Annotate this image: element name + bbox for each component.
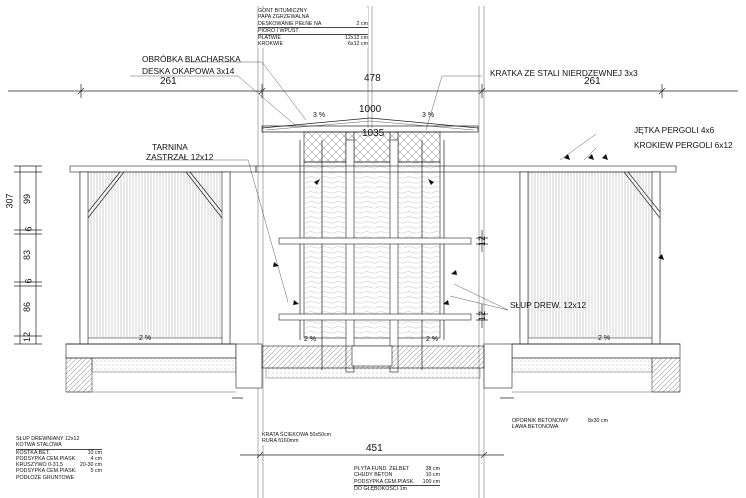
legend-value: 100 cm bbox=[422, 478, 440, 485]
legend-label: PIÓRO I WPUST bbox=[258, 27, 299, 34]
legend-label: GONT BITUMICZNY bbox=[258, 8, 308, 14]
legend-label: KRUSZYWO 0-31,5 bbox=[16, 462, 64, 469]
dim-right: 261 bbox=[584, 76, 601, 87]
slope-right: 2 % bbox=[598, 335, 611, 342]
legend-label: PODSYPKA CEM.PIASK. bbox=[354, 478, 415, 485]
dim-left: 261 bbox=[160, 76, 177, 87]
legend-label: PODSYPKA CEM.PIASK. bbox=[16, 468, 77, 475]
legend-value: 12x12 cm bbox=[345, 35, 368, 42]
legend-value bbox=[436, 486, 440, 492]
legend-label: OPORNIK BETONOWY bbox=[512, 418, 569, 424]
legend-label: PŁATWIE bbox=[258, 35, 281, 42]
legend-value: 10 cm bbox=[87, 449, 102, 456]
dim-bottom: 451 bbox=[366, 443, 383, 454]
dim-roof2: 1035 bbox=[362, 128, 385, 139]
legend-label: KOTWA STALOWA bbox=[16, 442, 62, 449]
dim-height-total: 307 bbox=[4, 193, 15, 209]
legend-row bbox=[258, 41, 368, 47]
legend-label: DO GŁĘBOKOŚCI 1m bbox=[354, 485, 407, 492]
label-zastrzal: ZASTRZAŁ 12x12 bbox=[146, 152, 214, 162]
legend-label: SŁUP DREWNIANY 12x12 bbox=[16, 436, 80, 442]
dim-v2: 6 bbox=[23, 226, 34, 232]
dim-v3: 83 bbox=[22, 249, 33, 261]
legend-value: 38 cm bbox=[425, 466, 440, 472]
dim-right12b: 12 bbox=[477, 310, 488, 322]
legend-value bbox=[364, 28, 368, 34]
ground-section bbox=[66, 344, 680, 398]
legend-value: 4 cm bbox=[90, 455, 102, 462]
legend-label: PAPA ZGRZEWALNA bbox=[258, 14, 310, 21]
top-material-legend bbox=[258, 8, 368, 48]
legend-value: 20-30 cm bbox=[79, 462, 102, 469]
dim-roof: 1000 bbox=[359, 104, 382, 115]
opornik-legend bbox=[512, 418, 608, 431]
slope-roof-left: 3 % bbox=[313, 112, 326, 119]
legend-label: KOSTKA BET. bbox=[16, 449, 50, 456]
dim-v1: 99 bbox=[22, 193, 33, 205]
legend-label: KRATA ŚCIEKOWA 50x50cm bbox=[262, 432, 332, 438]
legend-label: PODŁOŻE GRUNTOWE bbox=[16, 474, 75, 481]
dim-center: 478 bbox=[364, 73, 381, 84]
legend-label: KROKWIE bbox=[258, 41, 284, 48]
dim-v5: 86 bbox=[22, 301, 33, 313]
label-jetka: JĘTKA PERGOLI 4x6 bbox=[634, 125, 715, 135]
legend-row bbox=[258, 27, 368, 34]
legend-value: 6x12 cm bbox=[347, 41, 368, 48]
label-tarnina: TARNINA bbox=[152, 142, 188, 152]
krata-legend bbox=[262, 432, 348, 445]
legend-row bbox=[512, 424, 608, 430]
legend-value bbox=[98, 442, 102, 448]
label-kratka: KRATKA ZE STALI NIERDZEWNEJ 3x3 bbox=[490, 68, 638, 78]
legend-value: 10 cm bbox=[425, 472, 440, 479]
bottom-center-legend bbox=[354, 466, 440, 492]
bottom-left-legend bbox=[16, 436, 102, 481]
legend-row bbox=[258, 34, 368, 41]
pergola-left bbox=[70, 166, 256, 344]
label-obrobka: OBRÓBKA BLACHARSKA bbox=[142, 54, 241, 64]
legend-value: 2 cm bbox=[356, 20, 368, 27]
label-krokiew: KROKIEW PERGOLI 6x12 bbox=[634, 140, 733, 150]
dim-right12a: 12 bbox=[477, 235, 488, 247]
label-deska: DESKA OKAPOWA 3x14 bbox=[142, 66, 235, 76]
label-slup: SŁUP DREW. 12x12 bbox=[510, 300, 586, 310]
legend-row bbox=[262, 438, 348, 444]
legend-label: CHUDY BETON bbox=[354, 472, 393, 479]
legend-value bbox=[98, 475, 102, 481]
legend-label: PODSYPKA CEM.PIASK. bbox=[16, 455, 77, 462]
dim-v6: 12 bbox=[22, 331, 33, 343]
legend-label: PŁYTA FUND. ŻELBET bbox=[354, 466, 410, 472]
slope-roof-right: 3 % bbox=[422, 112, 435, 119]
legend-value: 8x30 cm bbox=[587, 418, 608, 424]
slope-mid-right: 2 % bbox=[426, 336, 439, 343]
legend-label: RURA fi160mm bbox=[262, 438, 299, 445]
legend-label: DESKOWANIE PEŁNE NA bbox=[258, 20, 322, 27]
slope-left: 2 % bbox=[139, 335, 152, 342]
legend-value bbox=[604, 424, 608, 430]
legend-row bbox=[354, 485, 440, 492]
legend-row bbox=[16, 449, 102, 456]
legend-label: ŁAWA BETONOWA bbox=[512, 424, 559, 431]
legend-row bbox=[354, 479, 440, 485]
dim-v4: 6 bbox=[23, 278, 34, 284]
legend-value: 5 cm bbox=[90, 468, 102, 475]
top-dimension bbox=[8, 84, 738, 98]
legend-row bbox=[16, 475, 102, 481]
slope-mid-left: 2 % bbox=[304, 336, 317, 343]
